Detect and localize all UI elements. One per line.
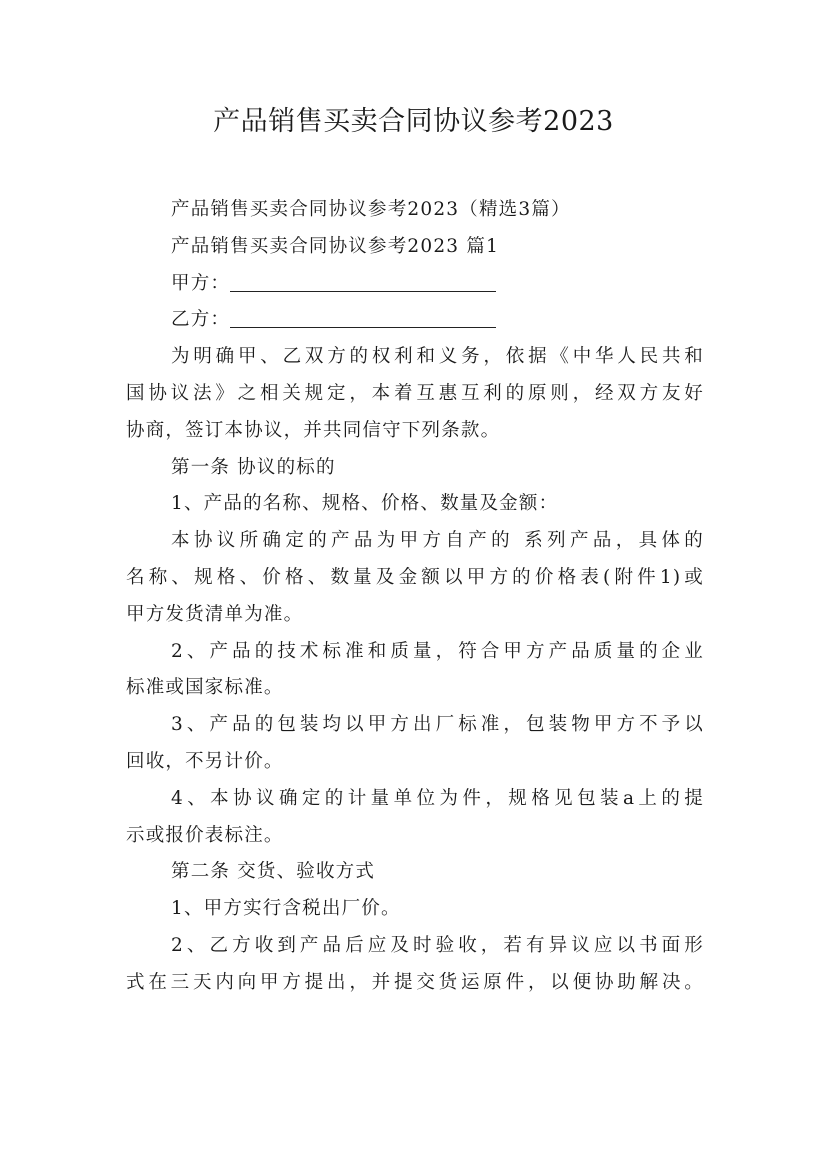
paragraph-line [126, 818, 704, 855]
line-text: 4、本协议确定的计量单位为件，规格见包装a上的提 [171, 787, 704, 809]
paragraph-line [126, 486, 704, 523]
line-text: 产品销售买卖合同协议参考2023（精选3篇） [171, 199, 571, 220]
line-text: 第二条 交货、验收方式 [171, 861, 376, 883]
paragraph-line [126, 523, 704, 560]
line-text: 甲方发货清单为准。 [126, 603, 304, 625]
paragraph-line [126, 192, 704, 229]
line-text: 甲方： [171, 272, 231, 294]
paragraph-line [126, 965, 704, 1002]
paragraph-line [126, 891, 704, 928]
paragraph-line [126, 670, 704, 707]
paragraph-line [126, 413, 704, 450]
signature-blank [230, 307, 496, 328]
line-text: 回收，不另计价。 [126, 750, 284, 772]
paragraph-line [126, 450, 704, 487]
line-text: 1、甲方实行含税出厂价。 [171, 898, 401, 920]
line-text: 产品销售买卖合同协议参考2023 篇1 [171, 235, 500, 257]
line-text: 3、产品的包装均以甲方出厂标准，包装物甲方不予以 [171, 714, 704, 736]
document-title: 产品销售买卖合同协议参考2023 [213, 106, 614, 137]
line-text: 式在三天内向甲方提出，并提交货运原件，以便协助解决。 [126, 971, 704, 993]
line-text: 1、产品的名称、规格、价格、数量及金额： [171, 493, 559, 515]
paragraph-line [126, 634, 704, 671]
line-text: 为明确甲、乙双方的权利和义务，依据《中华人民共和 [171, 346, 704, 368]
paragraph-line [126, 376, 704, 413]
party-field-line [126, 266, 704, 303]
line-text: 本协议所确定的产品为甲方自产的 系列产品，具体的 [171, 530, 704, 552]
paragraph-line [126, 928, 704, 965]
signature-blank [230, 271, 496, 292]
line-text: 示或报价表标注。 [126, 824, 284, 846]
line-text: 名称、规格、价格、数量及金额以甲方的价格表(附件1)或 [126, 566, 704, 588]
line-text: 协商，签订本协议，并共同信守下列条款。 [126, 419, 501, 441]
paragraph-line [126, 339, 704, 376]
paragraph-line [126, 781, 704, 818]
line-text: 2、乙方收到产品后应及时验收，若有异议应以书面形 [171, 934, 704, 956]
paragraph-line [126, 229, 704, 266]
line-text: 国协议法》之相关规定，本着互惠互利的原则，经双方友好 [126, 382, 704, 404]
line-text: 标准或国家标准。 [126, 677, 284, 699]
line-text: 乙方： [171, 309, 231, 331]
line-text: 2、产品的技术标准和质量，符合甲方产品质量的企业 [171, 640, 704, 662]
party-field-line [126, 302, 704, 339]
paragraph-line [126, 597, 704, 634]
document-body [126, 192, 704, 1002]
paragraph-line [126, 744, 704, 781]
line-text: 第一条 协议的标的 [171, 456, 336, 478]
paragraph-line [126, 854, 704, 891]
paragraph-line [126, 707, 704, 744]
paragraph-line [126, 560, 704, 597]
